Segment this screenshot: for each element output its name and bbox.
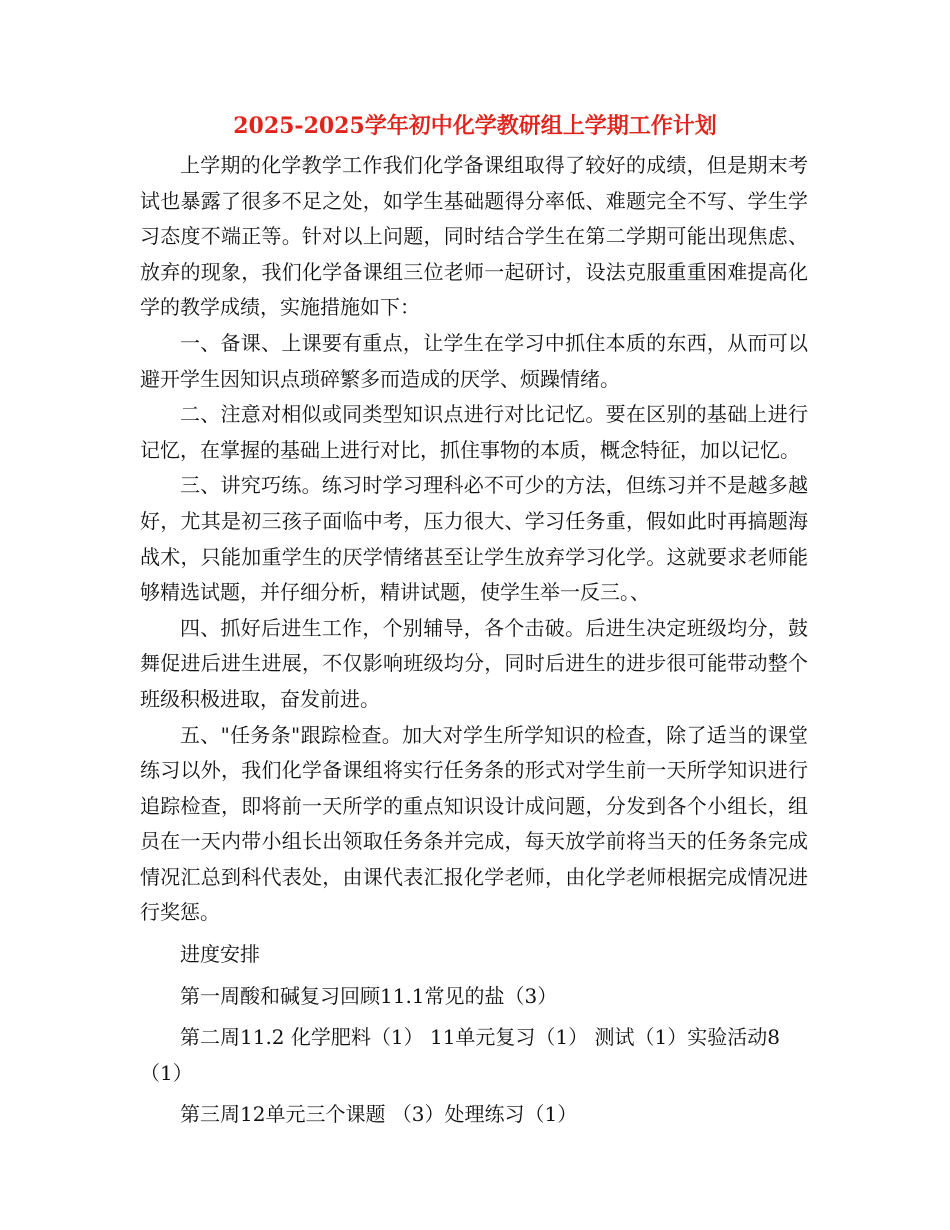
- document-body: [140, 148, 808, 1133]
- schedule-week-3: 第三周12单元三个课题 （3）处理练习（1）: [180, 1102, 578, 1127]
- schedule-week-2: 第二周11.2 化学肥料（1） 11单元复习（1） 测试（1）实验活动8 （1）: [140, 1025, 780, 1085]
- measure-4-paragraph: 四、抓好后进生工作，个别辅导，各个击破。后进生决定班级均分，鼓舞促进后进生进展，不仅影响班级均分，同时后进生的进步很可能带动整个班级积极进取，奋发前进。: [140, 615, 808, 711]
- document-title: 2025-2025学年初中化学教研组上学期工作计划: [233, 113, 717, 139]
- measure-5-paragraph: 五、"任务条"跟踪检查。加大对学生所学知识的检查，除了适当的课堂练习以外，我们化学备课组将实行任务条的形式对学生前一天所学知识进行追踪检查，即将前一天所学的重点知识设计成问题，分发到各个小组长，组员在一天内带小组长出领取任务条并完成，每天放学前将当天的任务条完成情况汇总到科代表处，由课代表汇报化学老师，由化学老师根据完成情况进行奖惩。: [140, 722, 808, 925]
- measure-1-paragraph: 一、备课、上课要有重点，让学生在学习中抓住本质的东西，从而可以避开学生因知识点琐碎繁多而造成的厌学、烦躁情绪。: [140, 330, 808, 391]
- schedule-week-1: 第一周酸和碱复习回顾11.1常见的盐（3）: [180, 983, 558, 1008]
- measure-2-paragraph: 二、注意对相似或同类型知识点进行对比记忆。要在区别的基础上进行记忆，在掌握的基础上进行对比，抓住事物的本质，概念特征，加以记忆。: [140, 402, 808, 462]
- measure-3-paragraph: 三、讲究巧练。练习时学习理科必不可少的方法，但练习并不是越多越好，尤其是初三孩子面临中考，压力很大、学习任务重，假如此时再搞题海战术，只能加重学生的厌学情绪甚至让学生放弃学习化学。这就要求老师能够精选试题，并仔细分析，精讲试题，使学生举一反三。、: [140, 473, 808, 605]
- intro-paragraph: 上学期的化学教学工作我们化学备课组取得了较好的成绩，但是期末考试也暴露了很多不足之处，如学生基础题得分率低、难题完全不写、学生学习态度不端正等。针对以上问题，同时结合学生在第二学期可能出现焦虑、放弃的现象，我们化学备课组三位老师一起研讨，设法克服重重困难提高化学的教学成绩，实施措施如下：: [140, 153, 808, 320]
- schedule-heading: 进度安排: [180, 942, 260, 967]
